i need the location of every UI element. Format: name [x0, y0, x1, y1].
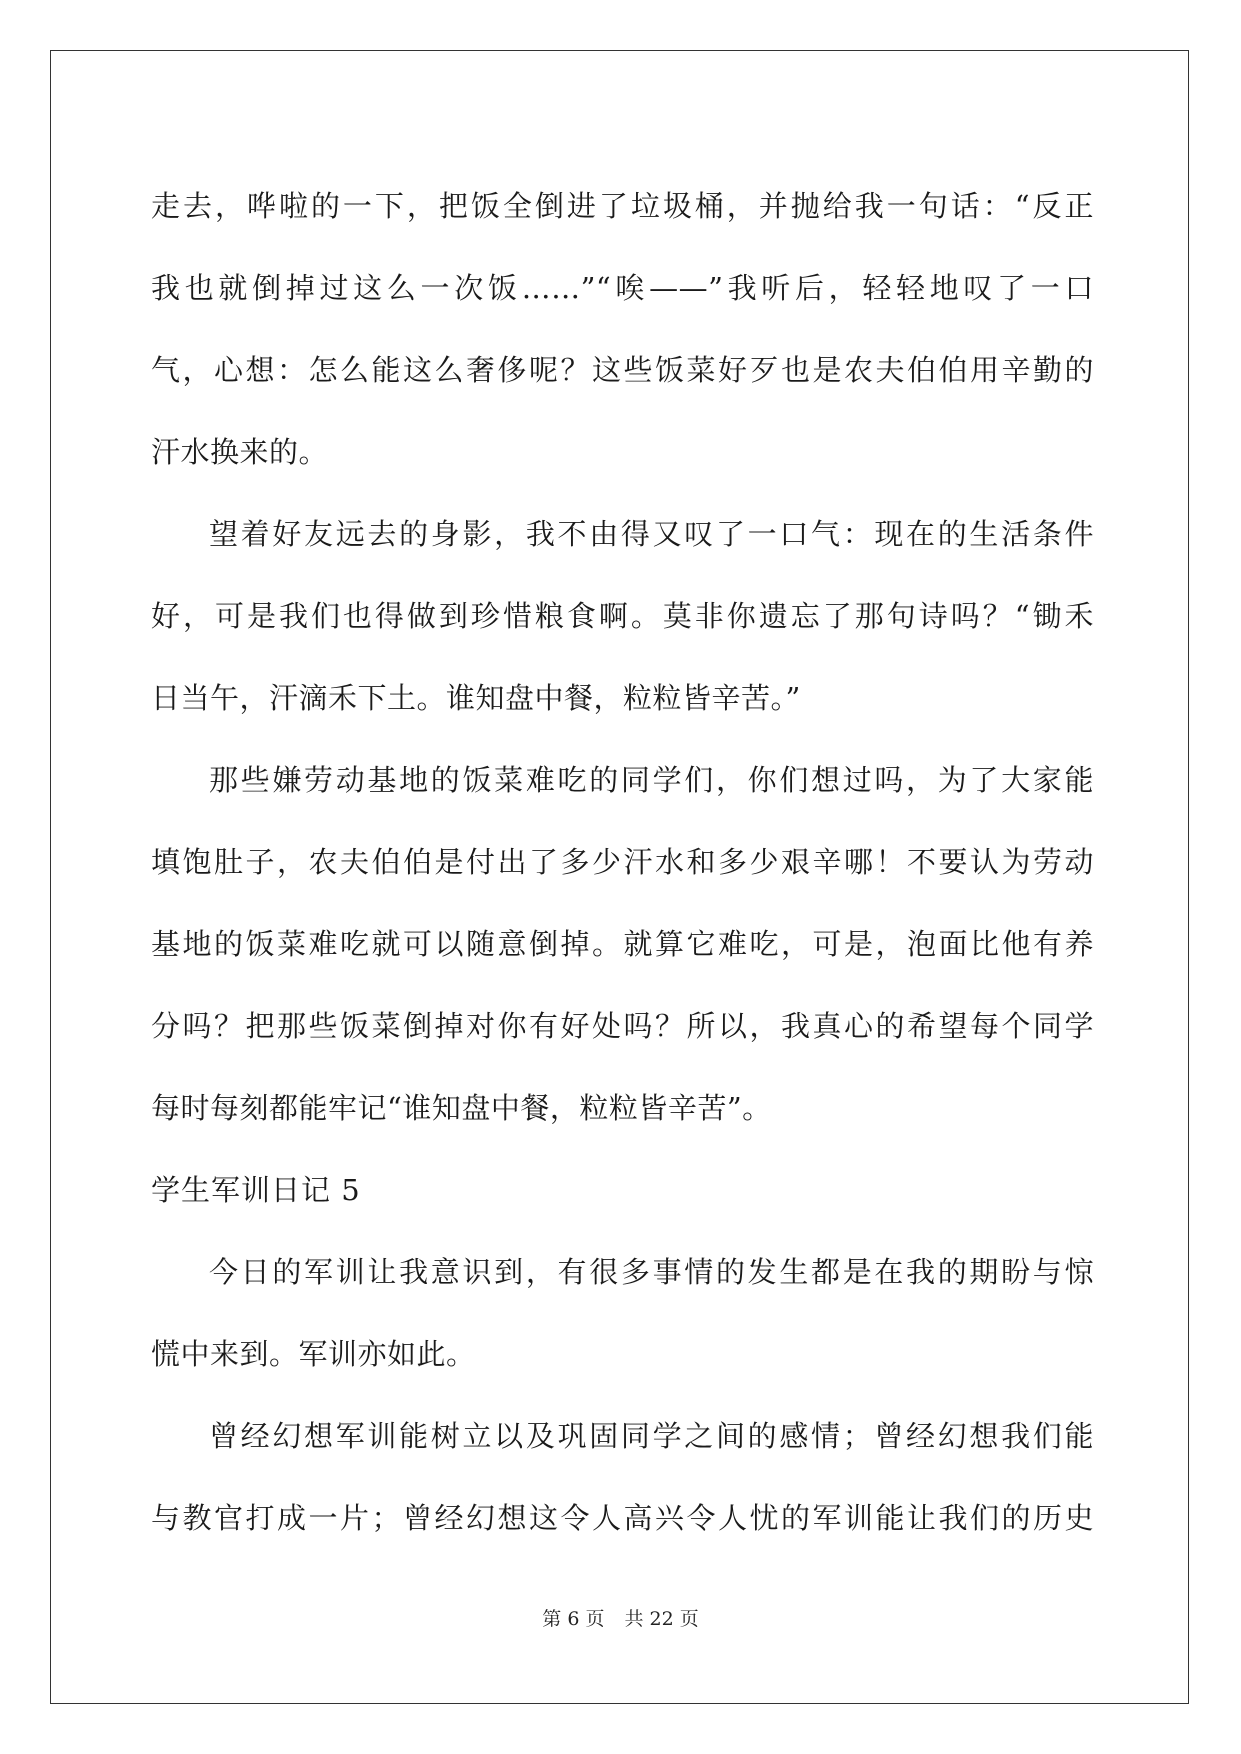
text-line: 我也就倒掉过这么一次饭……”“唉——”我听后，轻轻地叹了一口 — [151, 271, 1094, 305]
text-line: 每时每刻都能牢记“谁知盘中餐，粒粒皆辛苦”。 — [151, 1091, 772, 1125]
text-line: 慌中来到。军训亦如此。 — [151, 1337, 476, 1371]
text-line: 日当午，汗滴禾下土。谁知盘中餐，粒粒皆辛苦。” — [151, 681, 801, 715]
paragraph-start: 那些嫌劳动基地的饭菜难吃的同学们，你们想过吗，为了大家能 — [209, 763, 1094, 797]
total-pages: 共 22 页 — [624, 1608, 699, 1630]
text-line: 与教官打成一片；曾经幻想这令人高兴令人忧的军训能让我们的历史 — [151, 1501, 1094, 1535]
text-line: 好，可是我们也得做到珍惜粮食啊。莫非你遗忘了那句诗吗？“锄禾 — [151, 599, 1094, 633]
text-line: 基地的饭菜难吃就可以随意倒掉。就算它难吃，可是，泡面比他有养 — [151, 927, 1094, 961]
page-footer — [0, 1604, 1241, 1631]
text-line: 填饱肚子，农夫伯伯是付出了多少汗水和多少艰辛哪！不要认为劳动 — [151, 845, 1094, 879]
page-number: 第 6 页 — [542, 1608, 605, 1630]
text-line: 分吗？把那些饭菜倒掉对你有好处吗？所以，我真心的希望每个同学 — [151, 1009, 1094, 1043]
paragraph-start: 今日的军训让我意识到，有很多事情的发生都是在我的期盼与惊 — [209, 1255, 1094, 1289]
paragraph-start: 望着好友远去的身影，我不由得又叹了一口气：现在的生活条件 — [209, 517, 1094, 551]
text-line: 汗水换来的。 — [151, 435, 329, 469]
text-line: 走去，哗啦的一下，把饭全倒进了垃圾桶，并抛给我一句话：“反正 — [151, 189, 1094, 223]
paragraph-start: 曾经幻想军训能树立以及巩固同学之间的感情；曾经幻想我们能 — [209, 1419, 1094, 1453]
section-heading: 学生军训日记 5 — [151, 1173, 361, 1207]
document-body — [151, 165, 1094, 1559]
text-line: 气，心想：怎么能这么奢侈呢？这些饭菜好歹也是农夫伯伯用辛勤的 — [151, 353, 1094, 387]
